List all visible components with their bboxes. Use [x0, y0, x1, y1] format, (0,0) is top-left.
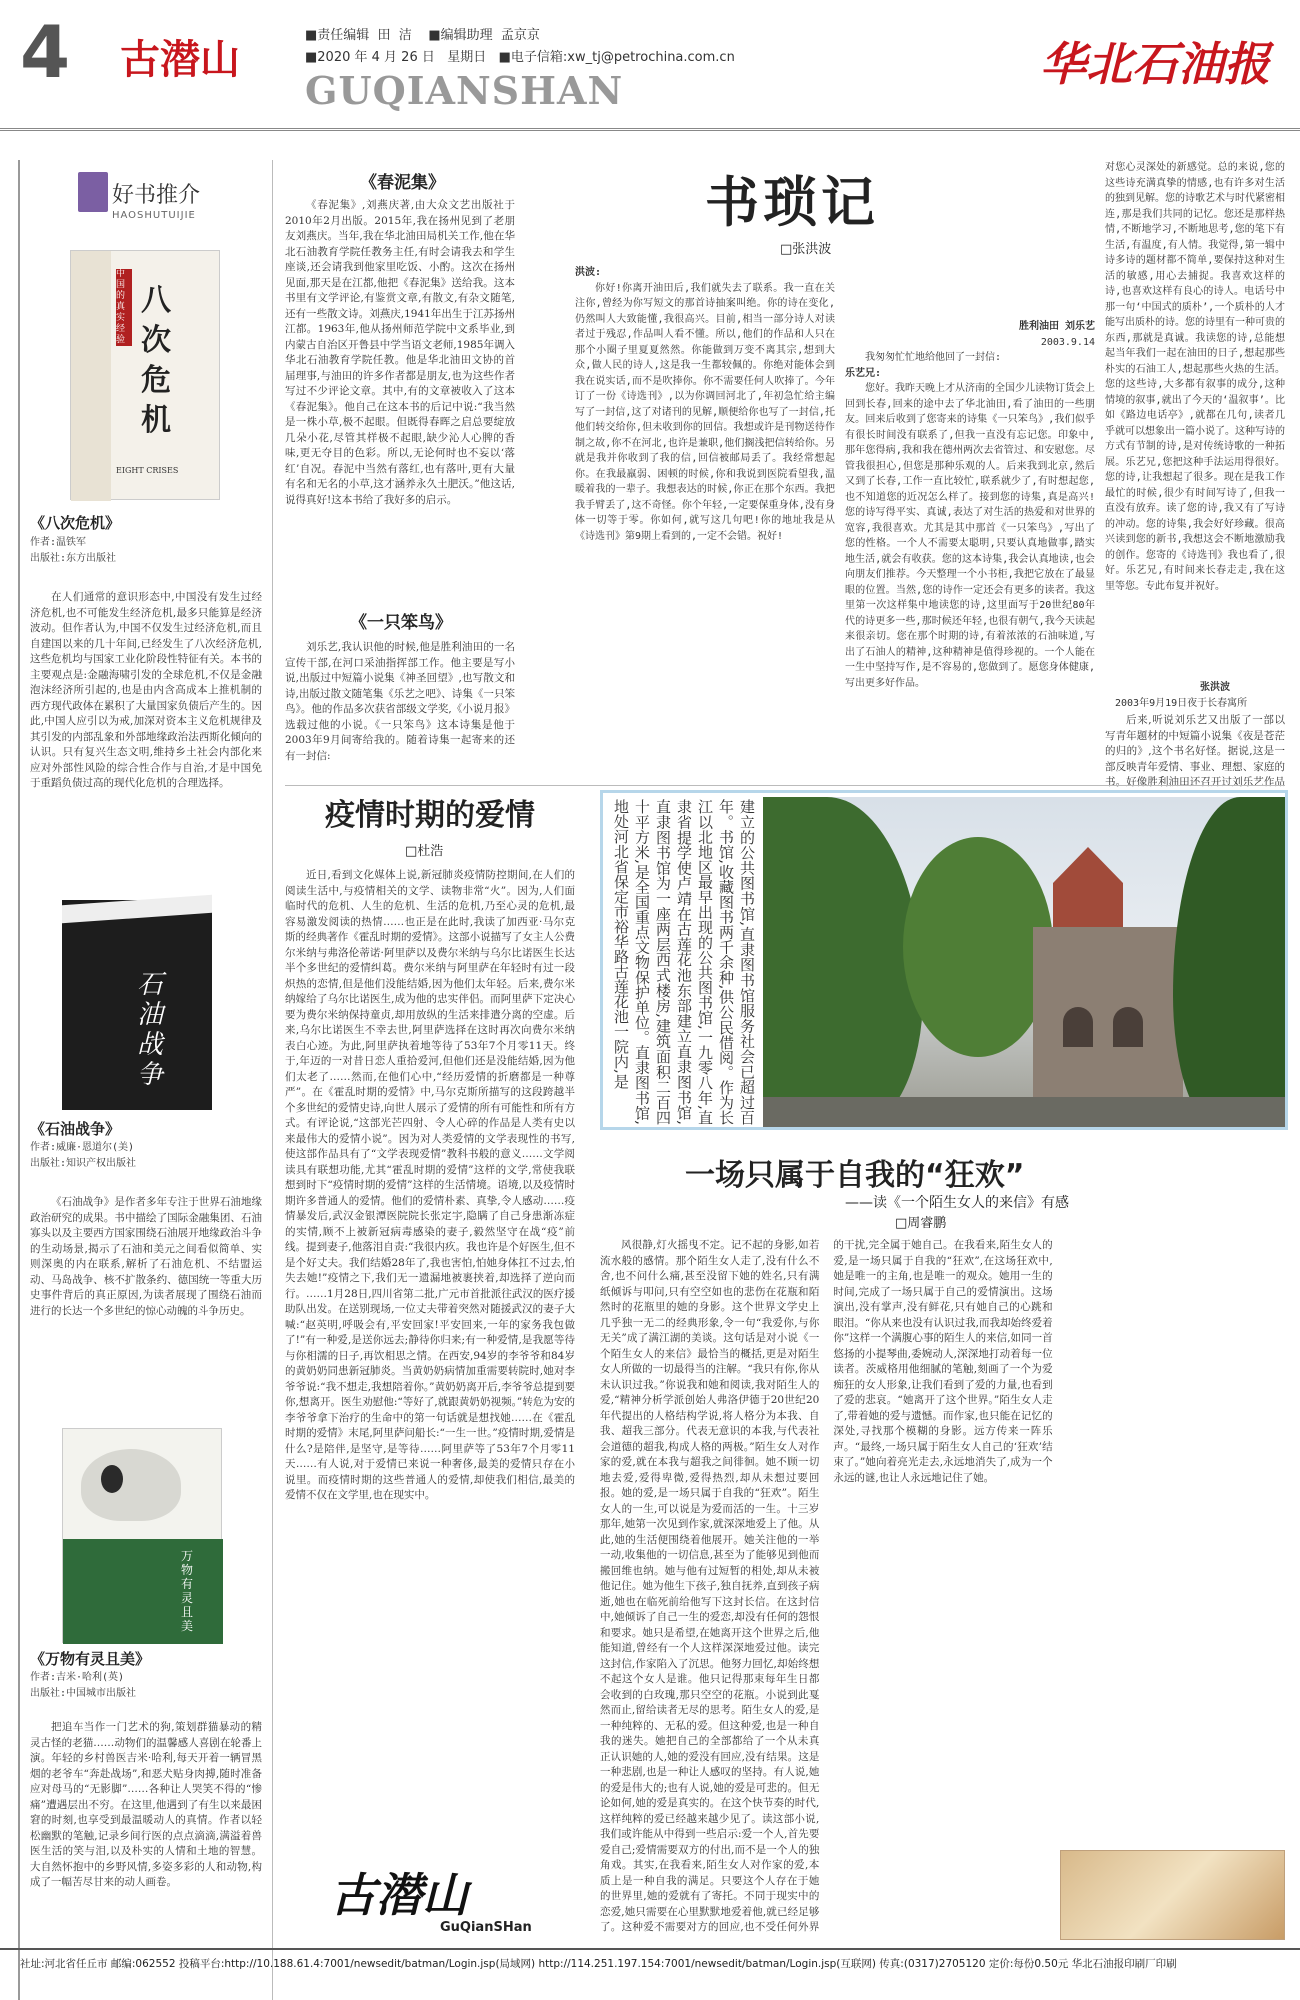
article-byline-shusuo: □张洪波	[780, 242, 832, 257]
book-author-3: 作者:吉米·哈利(英)	[30, 1672, 125, 1683]
left-column-border	[18, 160, 20, 2000]
letter2-continued	[1105, 160, 1285, 680]
book-cover-oil-war	[62, 900, 212, 1110]
photo-frame	[600, 790, 1288, 1130]
article-body-love: 近日,看到文化媒体上说,新冠肺炎疫情防控期间,在人们的阅读生活中,与疫情相关的文学、读物非常“火”。因为,人们面临时代的危机、人生的危机、生活的危机,乃至心灵的危机,最容易激发阅读的热情……也正是在此时,我读了加西亚·马尔克斯的经典著作《霍乱时期的爱情》。这部小说描写了女主人公费尔米纳与弗洛伦蒂诺·阿里萨以及费尔米纳与乌尔比诺医生长达半个多世纪的爱情纠葛。费尔米纳与阿里萨在年轻时有过一段炽热的恋情,但是他们没能结婚,因为他们太年轻。后来,费尔米纳嫁给了乌尔比诺医生,成为他的忠实伴侣。而阿里萨下定决心要为费尔米纳保持童贞,却用放纵的生活来排遣分离的空虚。后来,乌尔比诺医生不幸去世,阿里萨选择在这时再次向费尔米纳表白心迹。为此,阿里萨执着地等待了53年7个月零11天。终于,年迈的一对昔日恋人重拾爱河,但他们还是没能结婚,因为他们太老了……然而,在他们心中,“经历爱情的折磨都是一种尊严”。在《霍乱时期的爱情》中,马尔克斯所描写的这段跨越半个多世纪的爱情史诗,向世人展示了爱情的所有可能性和所有方式。有评论说,“这部光芒四射、令人心碎的作品是人类有史以来最伟大的爱情小说”。因为对人类爱情的文学表现性的书写,使这部作品具有了“文学表现爱情”教科书般的意义……文学阅读具有联想功能,尤其“霍乱时期的爱情”这样的文学,常使我联想到时下“疫情时期的爱情”这样的生活情境。语境,以及疫情时期许多普通人的爱情。他们的爱情朴素、真挚,令人感动……疫情暴发后,武汉金银潭医院院长张定宇,隐瞒了自己身患渐冻症的实情,顾不上被新冠病毒感染的妻子,毅然坚守在战“疫”前线。提到妻子,他落泪自责:“我很内疚。我也许是个好医生,但不是个好丈夫。我们结婚28年了,我也害怕,怕她身体扛不过去,怕失去她!”疫情之下,我们无一遗漏地被裹挟着,却选择了逆向而行。……1月28日,四川省第二批,广元市首批派往武汉的医疗援助队出发。在送别现场,一位丈夫带着突然对随援武汉的妻子大喊:“赵英明,呼吸会有,平安回家!平安回来,一年的家务我包做了!”有一种爱,是送你远去;静待你归来;有一种爱情,是我愿等待与你相濡的日子,再饮相思之情。在西安,94岁的李爷爷和84岁的黄奶奶同患新冠肺炎。当黄奶奶病情加重需要转院时,她对李爷爷说:“我不想走,我想陪着你。”黄奶奶离开后,李爷爷总提到要你,想离开。医生劝慰他:“等好了,就跟黄奶奶视频。”转危为安的李爷爷拿下治疗的生命中的第一句话就是想找她……在《霍乱时期的爱情》末尾,阿里萨问船长:“一生一世。”疫情时期,爱情是什么?是陪伴,是坚守,是等待……阿里萨等了53年7个月零11天……有人说,对于爱情已来说一种奢侈,最美的爱情只存在小说里。而疫情时期的这些普通人的爱情,却使我们相信,最美的爱情不仅在文学里,也在现实中。	[285, 869, 575, 1501]
date-line: ■2020 年 4 月 26 日 星期日 ■电子信箱:xw_tj@petrochina.com.cn	[305, 50, 735, 65]
book-review-3: 把追车当作一门艺术的狗,策划群猫暴动的精灵古怪的老猫……动物们的温馨感人喜剧在轮番上演。年轻的乡村兽医吉米·哈利,每天开着一辆冒黑烟的老爷车“奔赴战场”,和恶犬贴身肉搏,随时准备应对母马的“无影脚”……各种让人哭笑不得的“惨痛”遭遇层出不穷。在这里,他遇到了有生以来最困窘的时刻,也享受到最温暖动人的真情。作者以轻松幽默的笔触,记录乡间行医的点点滴滴,满溢着兽医生活的笑与泪,以及朴实的人情和土地的智慧。大自然怀抱中的乡野风情,多姿多彩的人和动物,构成了一幅苦尽甘来的动人画卷。	[30, 1721, 262, 1888]
footer-info: 社址:河北省任丘市 邮编:062552 投稿平台:http://10.188.61.4:7001/newsedit/batman/Login.jsp(局域网) http://114.251.197.154:7001/newsedit/batman/Login.jsp(互联网) 传真:(0317)2705120 定价:每份0.50元 华北石油报印刷厂印刷	[20, 1958, 1177, 1970]
essay-para-yizhibenniao: 刘乐艺,我认识他的时候,他是胜利油田的一名宣传干部,在河口采油指挥部工作。他主要是写小说,出版过中短篇小说集《神圣回望》,也写散文和诗,出版过散文随笔集《乐艺之吧》、诗集《一只笨鸟》。他的作品多次获省部级文学奖,《小说月报》选载过他的小说。《一只笨鸟》这本诗集是他于2003年9月间寄给我的。随着诗集一起寄来的还有一封信:	[285, 641, 515, 762]
book-review-2: 《石油战争》是作者多年专注于世界石油地缘政治研究的成果。书中描绘了国际金融集团、石油寡头以及主要西方国家围绕石油展开地缘政治斗争的生动场景,揭示了石油和美元之间看似简单、实则深奥的内在联系,解析了石油危机、不结盟运动、马岛战争、核不扩散条约、德国统一等重大历史事件背后的真正原因,为读者展现了围绕石油而进行的长达一个多世纪的惊心动魄的斗争历史。	[30, 1196, 262, 1317]
letter1-salutation: 洪波:	[575, 267, 602, 278]
book-publisher-2: 出版社:知识产权出版社	[30, 1158, 137, 1169]
logo-pinyin: GuQianSHan	[440, 1920, 532, 1935]
letter1	[575, 265, 835, 775]
book-title-3: 《万物有灵且美》	[30, 1650, 151, 1668]
book-cover-eight-crises	[70, 250, 220, 500]
essay-para-chunniji: 《春泥集》,刘燕庆著,由大众文艺出版社于2010年2月出版。2015年,我在扬州见到了老朋友刘燕庆。当年,我在华北油田局机关工作,他在华北石油教育学院任教务主任,有时会请我去和学生座谈,还会请我到他家里吃饭、小酌。这次在扬州见面,那天是在江都,他把《春泥集》送给我。这本书里有文学评论,有鉴赏文章,有散文,有杂文随笔,还有一些散文诗。刘燕庆,1941年出生于江苏扬州江都。1963年,他从扬州师范学院中文系毕业,到内蒙古自治区开鲁县中学当语文老师,1985年调入华北石油教育学院任教。他是华北油田文协的首届理事,与油田的许多作者都是朋友,也为这些作者写过不少评论文章。其中,有的文章被收入了这本《春泥集》。他自己在这本书的后记中说:“我当然是一株小草,极不起眼。但既得春晖之启总要绽放几朵小花,尽管其样极不起眼,缺少沁人心脾的香味,更无夺目的色彩。所以,无论何时也不妄以‘落红’自况。春泥中当然有落红,也有落叶,更有大量有名和无名的小草,这才涵养永久土肥沃。”他这话,说得真好!这本书给了我好多的启示。	[285, 199, 515, 506]
article-body-carnival: 风很静,灯火摇曳不定。记不起的身影,如若流水般的感情。那个陌生女人走了,没有什么不舍,也不问什么痛,甚至没留下她的姓名,只有满纸倾诉与叩问,只有空空如也的悲伤在花瓶和陌然时的花瓶里的她的身影。这个世界文学史上几乎独一无二的经典形象,令一句“我爱你,与你无关”成了满江湖的美谈。这句话是对小说《一个陌生女人的来信》最恰当的概括,更是对陌生女人所做的一切最得当的注解。“我只有你,你从未认识过我。”你说我和她和阅读,我对陌生人的爱,“精神分析学派创始人弗洛伊德于20世纪20年代提出的人格结构学说,将人格分为本我、自我、超我三部分。代表无意识的本我,与代表社会道德的超我,构成人格的两极。”陌生女人对作家的爱,就在本我与超我之间徘徊。她不顾一切地去爱,爱得卑微,爱得热烈,却从未想过要回报。她的爱,是一场只属于自我的“狂欢”。陌生女人的一生,可以说是为爱而活的一生。十三岁那年,她第一次见到作家,就深深地爱上了他。从此,她的生活便围绕着他展开。她关注他的一举一动,收集他的一切信息,甚至为了能够见到他而搬回维也纳。她与他有过短暂的相处,却从未被他记住。她为他生下孩子,独自抚养,直到孩子病逝,她也在临死前给他写下这封长信。在这封信中,她倾诉了自己一生的爱恋,却没有任何的怨恨和要求。她只是希望,在她离开这个世界之后,他能知道,曾经有一个人这样深深地爱过他。读完这封信,作家陷入了沉思。他努力回忆,却始终想不起这个女人是谁。他只记得那束每年生日都会收到的白玫瑰,那只空空的花瓶。小说到此戛然而止,留给读者无尽的思考。陌生女人的爱,是一种纯粹的、无私的爱。但这种爱,也是一种自我的迷失。她把自己的全部都给了一个从未真正认识她的人,她的爱没有回应,没有结果。这是一种悲剧,也是一种让人感叹的坚持。有人说,她的爱是伟大的;也有人说,她的爱是可悲的。但无论如何,她的爱是真实的。在这个快节奏的时代,这样纯粹的爱已经越来越少见了。读这部小说,我们或许能从中得到一些启示:爱一个人,首先要爱自己;爱情需要双方的付出,而不是一个人的独角戏。其实,在我看来,陌生女人对作家的爱,本质上是一种自我的满足。只要这个人存在于她的世界里,她的爱就有了寄托。不同于现实中的恋爱,她只需要在心里默默地爱着他,就已经足够了。这种爱不需要对方的回应,也不受任何外界的干扰,完全属于她自己。在我看来,陌生女人的爱,是一场只属于自我的“狂欢”,在这场狂欢中,她是唯一的主角,也是唯一的观众。她用一生的时间,完成了一场只属于自己的爱情演出。这场演出,没有掌声,没有鲜花,只有她自己的心跳和眼泪。“你从来也没有认识过我,而我却始终爱着你”这样一个满腹心事的陌生人的来信,如同一首悠扬的小提琴曲,委婉动人,深深地打动着每一位读者。茨威格用他细腻的笔触,刻画了一个为爱痴狂的女人形象,让我们看到了爱的力量,也看到了爱的悲哀。“她离开了这个世界。”陌生女人走了,带着她的爱与遗憾。而作家,也只能在记忆的深处,寻找那个模糊的身影。远方传来一阵乐声。“最终,一场只属于陌生女人自己的‘狂欢’结束了。”她向着亮光走去,永远地消失了,成为一个永远的谜,也让人永远地记住了她。	[600, 1239, 1053, 1933]
sheep-illustration	[81, 1449, 181, 1521]
article-afterword: 后来,听说刘乐艺又出版了一部以写青年题材的中短篇小说集《夜是苍茫的归的》,这个书名好怪。据说,这是一部反映青年爱情、事业、理想、家庭的书。好像胜利油田还召开过刘乐艺作品	[1105, 714, 1285, 788]
letter2-cont: 对您心灵深处的新感觉。总的来说,您的这些诗充满真挚的情感,也有许多对生活的独到见解。您的诗歌艺术与时代紧密相连,那是我们共同的记忆。您还是那样热情,不断地学习,不断地思考,您的笔下有生活,有温度,有人情。我觉得,第一辑中诗多诗的题材都不简单,要保持这种对生活的敏感,用心去捕捉。我喜欢这样的诗,也喜欢这样有良心的诗人。电话号中那一句‘中国式的质朴’,一个质朴的人才能写出质朴的诗。您的诗里有一种可贵的东西,那就是真诚。我读您的诗,总能想起当年我们一起在油田的日子,想起那些朴实的石油工人,想起那些火热的生活。您的这些诗,大多都有叙事的成分,这种情境的叙事,就出了今天的‘温叙事’。比如《路边电话亭》,就都在几句,读者几乎就可以想象出一篇小说了。这种写诗的方式有节制的诗,是对传统诗歌的一种拓展。乐艺兄,您把这种手法运用得很好。您的诗,让我想起了很多。现在是我工作最忙的时候,很少有时间写诗了,但我一直没有放弃。读了您的诗,我又有了写诗的冲动。您的诗集,我会好好珍藏。很高兴读到您的新书,我想这会不断地激励我的创作。您寄的《诗选刊》我也看了,很好。乐艺兄,有时间来长春走走,我在这里等您。专此布复并祝好。	[1105, 162, 1285, 592]
section-divider-1	[285, 785, 1285, 786]
article-title-shusuo: 书琐记	[705, 171, 879, 234]
letter1-sign: 胜利油田 刘乐艺	[1018, 321, 1095, 332]
letter2-date: 2003年9月19日夜于长春寓所	[1115, 698, 1248, 709]
page-number: 4	[20, 10, 71, 94]
article-title-love: 疫情时期的爱情	[325, 798, 535, 833]
cover-subtitle: 中国的真实经验	[116, 269, 132, 346]
section-logo-guqianshan	[330, 1870, 530, 1940]
book-publisher-3: 出版社:中国城市出版社	[30, 1688, 137, 1699]
left-column-border-right	[272, 160, 273, 2000]
book-column-title: 好书推介	[112, 183, 201, 208]
header-rule	[0, 128, 1300, 131]
letter2-salutation: 乐艺兄:	[845, 367, 882, 379]
book-title-1: 《八次危机》	[30, 514, 121, 532]
book-author-2: 作者:威廉·恩道尔(美)	[30, 1142, 135, 1153]
book-author-1: 作者:温铁军	[30, 537, 87, 548]
section-name: 古潜山	[120, 37, 240, 83]
editor-line: ■责任编辑 田 洁 ■编辑助理 孟京京	[305, 28, 540, 43]
letter2-sign: 张洪波	[1200, 682, 1230, 693]
cover-title: 石油战争	[137, 970, 164, 1090]
letter1-date: 2003.9.14	[1040, 336, 1095, 348]
letter1-body: 你好!你离开油田后,我们就失去了联系。我一直在关注你,曾经为你写短文的那首诗抽案叫绝。你的诗在变化,仍然叫人大致能懂,我很高兴。目前,相当一部分诗人对读者过于残忍,作品叫人看不懂。所以,他们的作品和人只在那个小圈子里夏夏然然。你能做到万变不离其宗,想到大众,做人民的诗人,这是我一生都较佩的。你绝对能体会到我在说实话,而不是吹捧你。你不需要任何人吹捧了。今年订了一份《诗选刊》,以为你调回河北了,年初急忙给主编写了一封信,这了对诸刊的见解,顺便给你也写了一封信,托他们转交给你,但未收到你的回信。我想或许是刊物送待作制之故,你不在河北,也许是兼职,他们搁浅把信转给你。另就是我并你收到了我的信,回信被邮局丢了。我经常想起你。在我最羸弱、困顿的时候,你和我说到医院看望我,温暖着我的一辈子。我想表达的时候,你正在那个东西。我把我手臂丢了,这不奇怪。你个年轻,一定要保重身体,没有身体一切等于零。你如何,就写这几句吧!你的地址我是从《诗选刊》第9期上看到的,一定不会错。祝好!	[575, 282, 835, 542]
book-column-badge	[78, 172, 108, 212]
cover-en: EIGHT CRISES	[116, 466, 179, 475]
photo-caption: 建立的公共图书馆,直隶图书馆服务社会已超过百年。书馆,收藏图书两千余种,供公民借阅。作为长江以北地区最早出现的公共图书馆,一九零八年,直隶省提学使卢靖在古莲花池东部建立直隶图书馆,直隶图书馆为一座两层西式楼房,建筑面积二百四十平方米,是全国重点文物保护单位。直隶图书馆,地处河北省保定市裕华路古莲花池一院内,是	[612, 799, 756, 1125]
book-column-pinyin: HAOSHUTUIJIE	[112, 210, 196, 221]
cover-title: 八次危机	[141, 283, 171, 438]
book-publisher-1: 出版社:东方出版社	[30, 553, 117, 564]
footer-rule	[0, 1948, 1300, 1950]
letter-note: 我匆匆忙忙地给他回了一封信:	[865, 352, 1002, 363]
letter-envelope-photo	[1060, 1850, 1285, 1940]
letter2-body: 您好。我昨天晚上才从济南的全国少儿读物订货会上回到长春,回来的途中去了华北油田,看了油田的一些朋友。回来后收到了您寄来的诗集《一只笨鸟》,我们似乎有很长时间没有联系了,但我一直没有忘记您。印象中,那年您得病,我和我在德州两次去省管过、和安慰您。尽管我很担心,但您是那种乐观的人。后来我到北京,然后又到了长春,工作一直比较忙,联系就少了,有时想起您,也不知道您的近况怎么样了。接到您的诗集,真是高兴!您的诗写得平实、真诚,表达了对生活的热爱和对世界的宽容,我很喜欢。尤其是其中那首《一只笨鸟》,写出了您的性格。一个人不需要太聪明,只要认真地做事,踏实地生活,就会有收获。您的这本诗集,我会认真地读,也会向朋友们推荐。今天整理一个小书柜,我把它放在了最显眼的位置。当然,您的诗作一定还会有更多的读者。我这里第一次这样集中地读您的诗,这里面写于20世纪80年代的诗更多一些,那时候还年轻,也很有朝气,我今天读起来很亲切。您在那个时期的诗,有着浓浓的石油味道,写出了石油人的精神,这种精神是值得珍视的。一个人能在一生中坚持写作,是不容易的,您做到了。愿您身体健康,写出更多好作品。	[845, 383, 1095, 689]
essay-heading-chunniji: 《春泥集》	[360, 173, 445, 193]
book-cover-all-creatures	[62, 1428, 222, 1643]
article-byline-love: □杜浩	[405, 844, 444, 859]
article-title-carnival: 一场只属于自我的“狂欢”	[685, 1158, 1025, 1193]
book-review-1: 在人们通常的意识形态中,中国没有发生过经济危机,也不可能发生经济危机,最多只能算是经济波动。但作者认为,中国不仅发生过经济危机,而且自建国以来的几十年间,已经发生了八次经济危机,这些危机均与国家工业化阶段性特征有关。本书的主要观点是:金融海啸引发的全球危机,不仅是金融泡沫经济所引起的,也是由内含高成本上推机制的西方现代政体在累积了大量国家负债后产生的。因此,中国人应引以为戒,加深对资本主义危机规律及其引发的内部乱象和外部地缘政治法西斯化倾向的认识。只有复兴生态文明,维持乡土社会内部化来应对外部性风险的综合性合作与自治,才是中国免于重蹈负债过高的现代化危机的合理选择。	[30, 591, 262, 789]
article-byline-carnival: □周睿鹏	[895, 1216, 947, 1231]
essay-heading-yizhibenniao: 《一只笨鸟》	[350, 613, 452, 633]
masthead-logo: 华北石油报	[1040, 37, 1270, 91]
article-subtitle-carnival: ——读《一个陌生女人的来信》有感	[845, 1195, 1069, 1211]
section-pinyin: GUQIANSHAN	[305, 68, 624, 113]
book-title-2: 《石油战争》	[30, 1120, 121, 1138]
cover-title: 万物有灵且美	[181, 1549, 194, 1633]
letter1-end	[845, 265, 1095, 775]
logo-text: 古潜山	[330, 1868, 468, 1922]
library-photo	[763, 797, 1285, 1127]
